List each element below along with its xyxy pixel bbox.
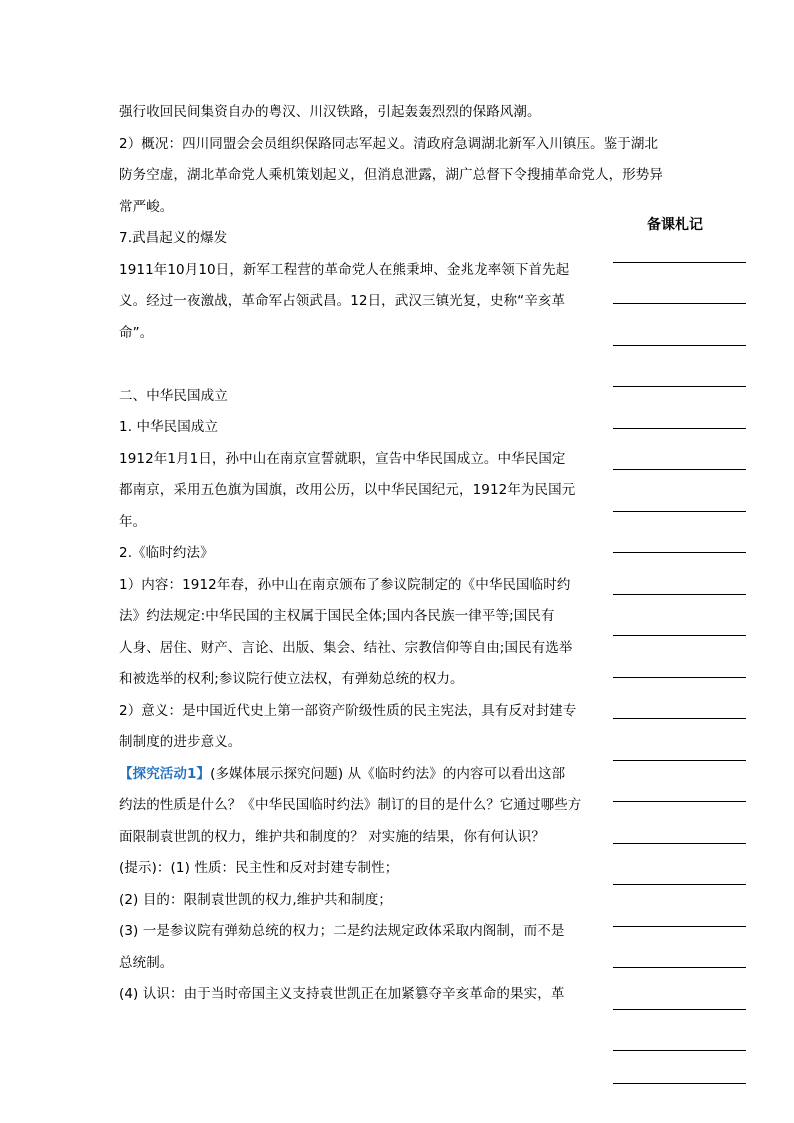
text-line: 2）概况：四川同盟会会员组织保路同志军起义。清政府急调湖北新军入川镇压。鉴于湖北	[119, 135, 659, 152]
text-line: 1912年1月1日，孙中山在南京宣誓就职，宣告中华民国成立。中华民国定	[119, 450, 566, 467]
note-rule	[613, 345, 746, 346]
note-rule	[613, 594, 746, 595]
document-body	[119, 97, 663, 1011]
note-rule	[613, 967, 746, 968]
subsection-heading: 1. 中华民国成立	[119, 419, 219, 435]
text-line: 防务空虚，湖北革命党人乘机策划起义，但消息泄露，湖广总督下令搜捕革命党人，形势异	[119, 167, 663, 183]
blank-line	[119, 349, 599, 381]
activity-text: (多媒体展示探究问题) 从《临时约法》的内容可以看出这部	[210, 765, 566, 782]
note-rule	[613, 760, 746, 761]
text-line: (3) 一是参议院有弹劾总统的权力；二是约法规定政体采取内阁制，而不是	[119, 923, 565, 939]
note-rule	[613, 1083, 746, 1084]
note-rule	[613, 718, 746, 719]
notes-title: 备课札记	[647, 217, 703, 233]
text-line: 义。经过一夜激战，革命军占领武昌。12日，武汉三镇光复，史称“辛亥革	[119, 293, 566, 309]
text-line: 和被选举的权利;参议院行使立法权，有弹劾总统的权力。	[119, 671, 464, 687]
note-rule	[613, 677, 746, 678]
note-rule	[613, 428, 746, 429]
section-heading: 二、中华民国成立	[119, 387, 228, 404]
text-line: 2）意义：是中国近代史上第一部资产阶级性质的民主宪法，具有反对封建专	[119, 702, 577, 719]
note-rule	[613, 1009, 746, 1010]
text-line: 法》约法规定:中华民国的主权属于国民全体;国内各民族一律平等;国民有	[119, 608, 555, 624]
text-line: 制制度的进步意义。	[119, 734, 242, 750]
text-line: 约法的性质是什么？《中华民国临时约法》制订的目的是什么？它通过哪些方	[119, 797, 582, 813]
note-rule	[613, 635, 746, 636]
subsection-heading: 2.《临时约法》	[119, 545, 214, 561]
text-line: 人身、居住、财产、言论、出版、集会、结社、宗教信仰等自由;国民有选举	[119, 639, 573, 656]
text-line: 常严峻。	[119, 198, 174, 215]
text-line: 总统制。	[119, 954, 174, 971]
note-rule	[613, 926, 746, 927]
note-rule	[613, 386, 746, 387]
text-line: 年。	[119, 513, 147, 530]
text-line: 1）内容：1912年春，孙中山在南京颁布了参议院制定的《中华民国临时约	[119, 576, 571, 593]
text-line: 都南京，采用五色旗为国旗，改用公历，以中华民国纪元，1912年为民国元	[119, 482, 576, 498]
note-rule	[613, 552, 746, 553]
activity-line	[119, 759, 599, 791]
note-rule	[613, 1050, 746, 1051]
note-rule	[613, 262, 746, 263]
text-line: (4) 认识：由于当时帝国主义支持袁世凯正在加紧篡夺辛亥革命的果实，革	[119, 986, 565, 1002]
note-rule	[613, 843, 746, 844]
text-line: (提示)：(1) 性质：民主性和反对封建专制性；	[119, 860, 399, 876]
text-line: 强行收回民间集资自办的粤汉、川汉铁路，引起轰轰烈烈的保路风潮。	[119, 104, 541, 120]
activity-tag: 【探究活动1】	[119, 765, 211, 782]
text-line: 命”。	[119, 324, 154, 341]
note-rule	[613, 801, 746, 802]
note-rule	[613, 469, 746, 470]
note-rule	[613, 303, 746, 304]
section-heading: 7.武昌起义的爆发	[119, 230, 228, 246]
note-rule	[613, 884, 746, 885]
text-line: 面限制袁世凯的权力，维护共和制度的？ 对实施的结果，你有何认识？	[119, 828, 545, 845]
note-rule	[613, 511, 746, 512]
text-line: (2) 目的：限制袁世凯的权力,维护共和制度；	[119, 891, 393, 908]
text-line: 1911年10月10日，新军工程营的革命党人在熊秉坤、金兆龙率领下首先起	[119, 261, 570, 278]
